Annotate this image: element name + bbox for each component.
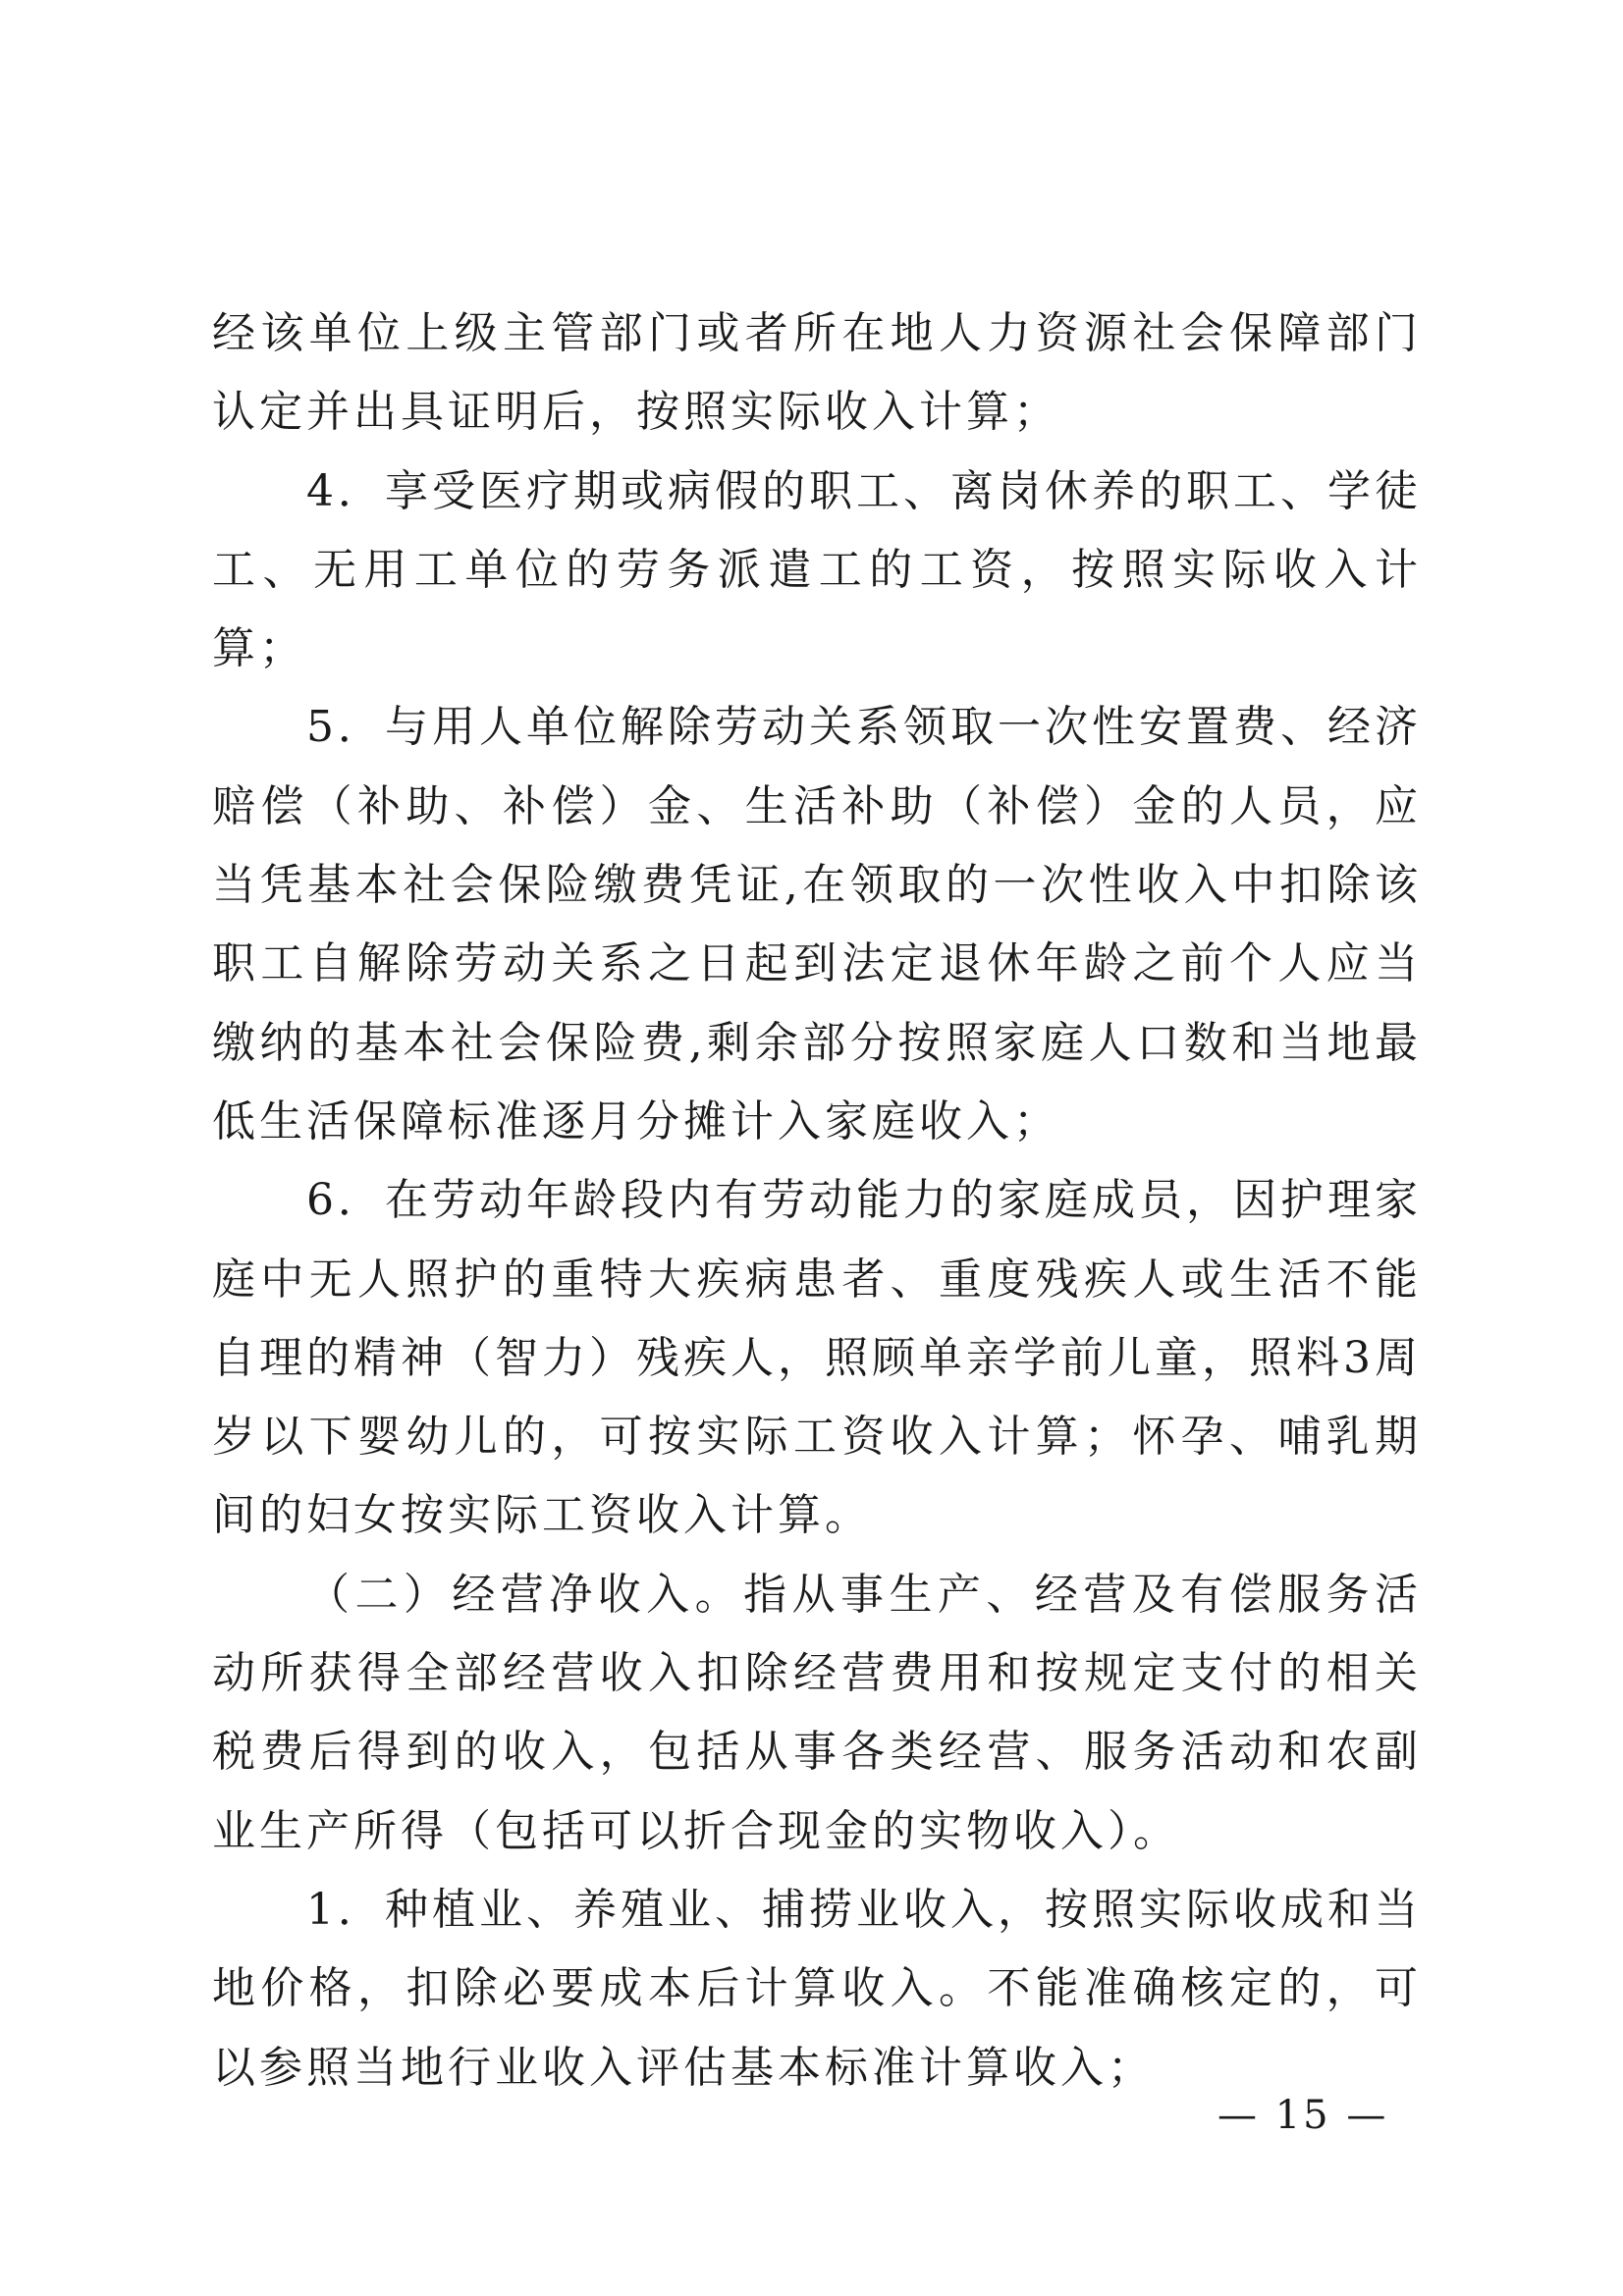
paragraph-item-4: 4．享受医疗期或病假的职工、离岗休养的职工、学徒工、无用工单位的劳务派遣工的工资，按照实际收入计算；: [212, 465, 1422, 674]
paragraph-continuation: 经该单位上级主管部门或者所在地人力资源社会保障部门认定并出具证明后，按照实际收入计算；: [212, 308, 1422, 438]
paragraph-section-2: （二）经营净收入。指从事生产、经营及有偿服务活动所获得全部经营收入扣除经营费用和按规定支付的相关税费后得到的收入，包括从事各类经营、服务活动和农副业生产所得（包括可以折合现金的实物收入）。: [212, 1569, 1422, 1856]
page-number: — 15 —: [1217, 2093, 1389, 2138]
body-text: [212, 294, 1422, 2108]
paragraph-item-5: 5．与用人单位解除劳动关系领取一次性安置费、经济赔偿（补助、补偿）金、生活补助（补偿）金的人员，应当凭基本社会保险缴费凭证,在领取的一次性收入中扣除该职工自解除劳动关系之日起到法定退休年龄之前个人应当缴纳的基本社会保险费,剩余部分按照家庭人口数和当地最低生活保障标准逐月分摊计入家庭收入；: [212, 702, 1422, 1147]
paragraph-item-1: 1．种植业、养殖业、捕捞业收入，按照实际收成和当地价格，扣除必要成本后计算收入。不能准确核定的，可以参照当地行业收入评估基本标准计算收入；: [212, 1884, 1422, 2093]
paragraph-item-6: 6．在劳动年龄段内有劳动能力的家庭成员，因护理家庭中无人照护的重特大疾病患者、重度残疾人或生活不能自理的精神（智力）残疾人，照顾单亲学前儿童，照料3周岁以下婴幼儿的，可按实际工资收入计算；怀孕、哺乳期间的妇女按实际工资收入计算。: [212, 1175, 1422, 1541]
